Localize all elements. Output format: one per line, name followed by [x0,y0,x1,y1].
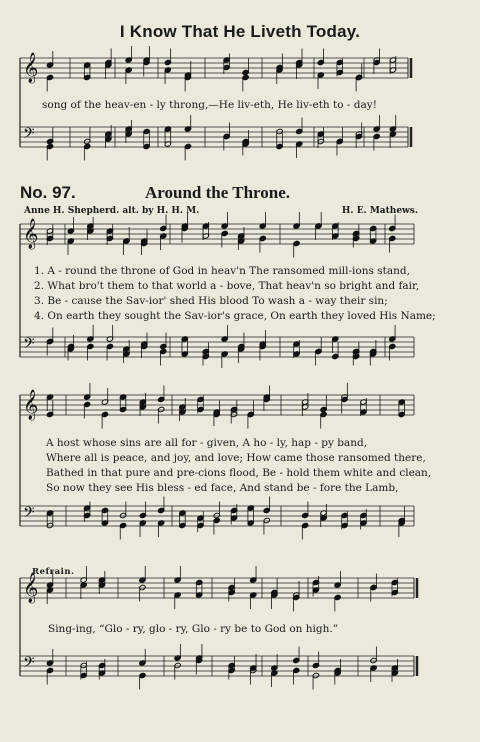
verse-line: Where all is peace, and joy, and love; How came those ransomed there, [46,452,426,464]
verse-line: 3. Be - cause the Sav-ior' shed His blood To wash a - way their sin; [34,295,388,307]
treble-clef-icon: 𝄞 [23,53,39,83]
verse-line: Bathed in that pure and pre-cions flood, Be - hold them white and clean, [46,467,432,479]
verse-line: 1. A - round the throne of God in heav'n The ransomed mill-ions stand, [34,265,410,277]
bass-clef-icon: 𝄢 [23,654,35,675]
top-hymn-lyric: song of the heav-en - ly throng,—He liv-eth, He liv-eth to - day! [42,99,377,111]
refrain-label: Refrain. [32,567,75,577]
verse-line: 2. What bro't them to that world a - bove, That heav'n so bright and fair, [34,280,420,292]
treble-clef-icon: 𝄞 [23,390,39,420]
hymn-number: No. 97. [20,183,76,202]
top-hymn-title: I Know That He Liveth Today. [119,22,361,41]
hymn-title: Around the Throne. [145,183,291,202]
verse-line: So now they see His bless - ed face, And stand be - fore the Lamb, [46,482,399,494]
bass-clef-icon: 𝄢 [23,504,35,525]
treble-clef-icon: 𝄞 [23,573,39,603]
composer-credit: H. E. Mathews. [341,206,418,216]
refrain-lyric: Sing-ing, “Glo - ry, glo - ry, Glo - ry be to God on high.” [48,623,339,635]
treble-clef-icon: 𝄞 [23,219,39,249]
verse-line: A host whose sins are all for - given, A ho - ly, hap - py band, [46,437,368,449]
author-credit: Anne H. Shepherd. alt. by H. H. M. [24,206,200,216]
bass-clef-icon: 𝄢 [23,125,35,146]
bass-clef-icon: 𝄢 [23,335,35,356]
verse-line: 4. On earth they sought the Sav-ior's grace, On earth they loved His Name; [34,310,436,322]
